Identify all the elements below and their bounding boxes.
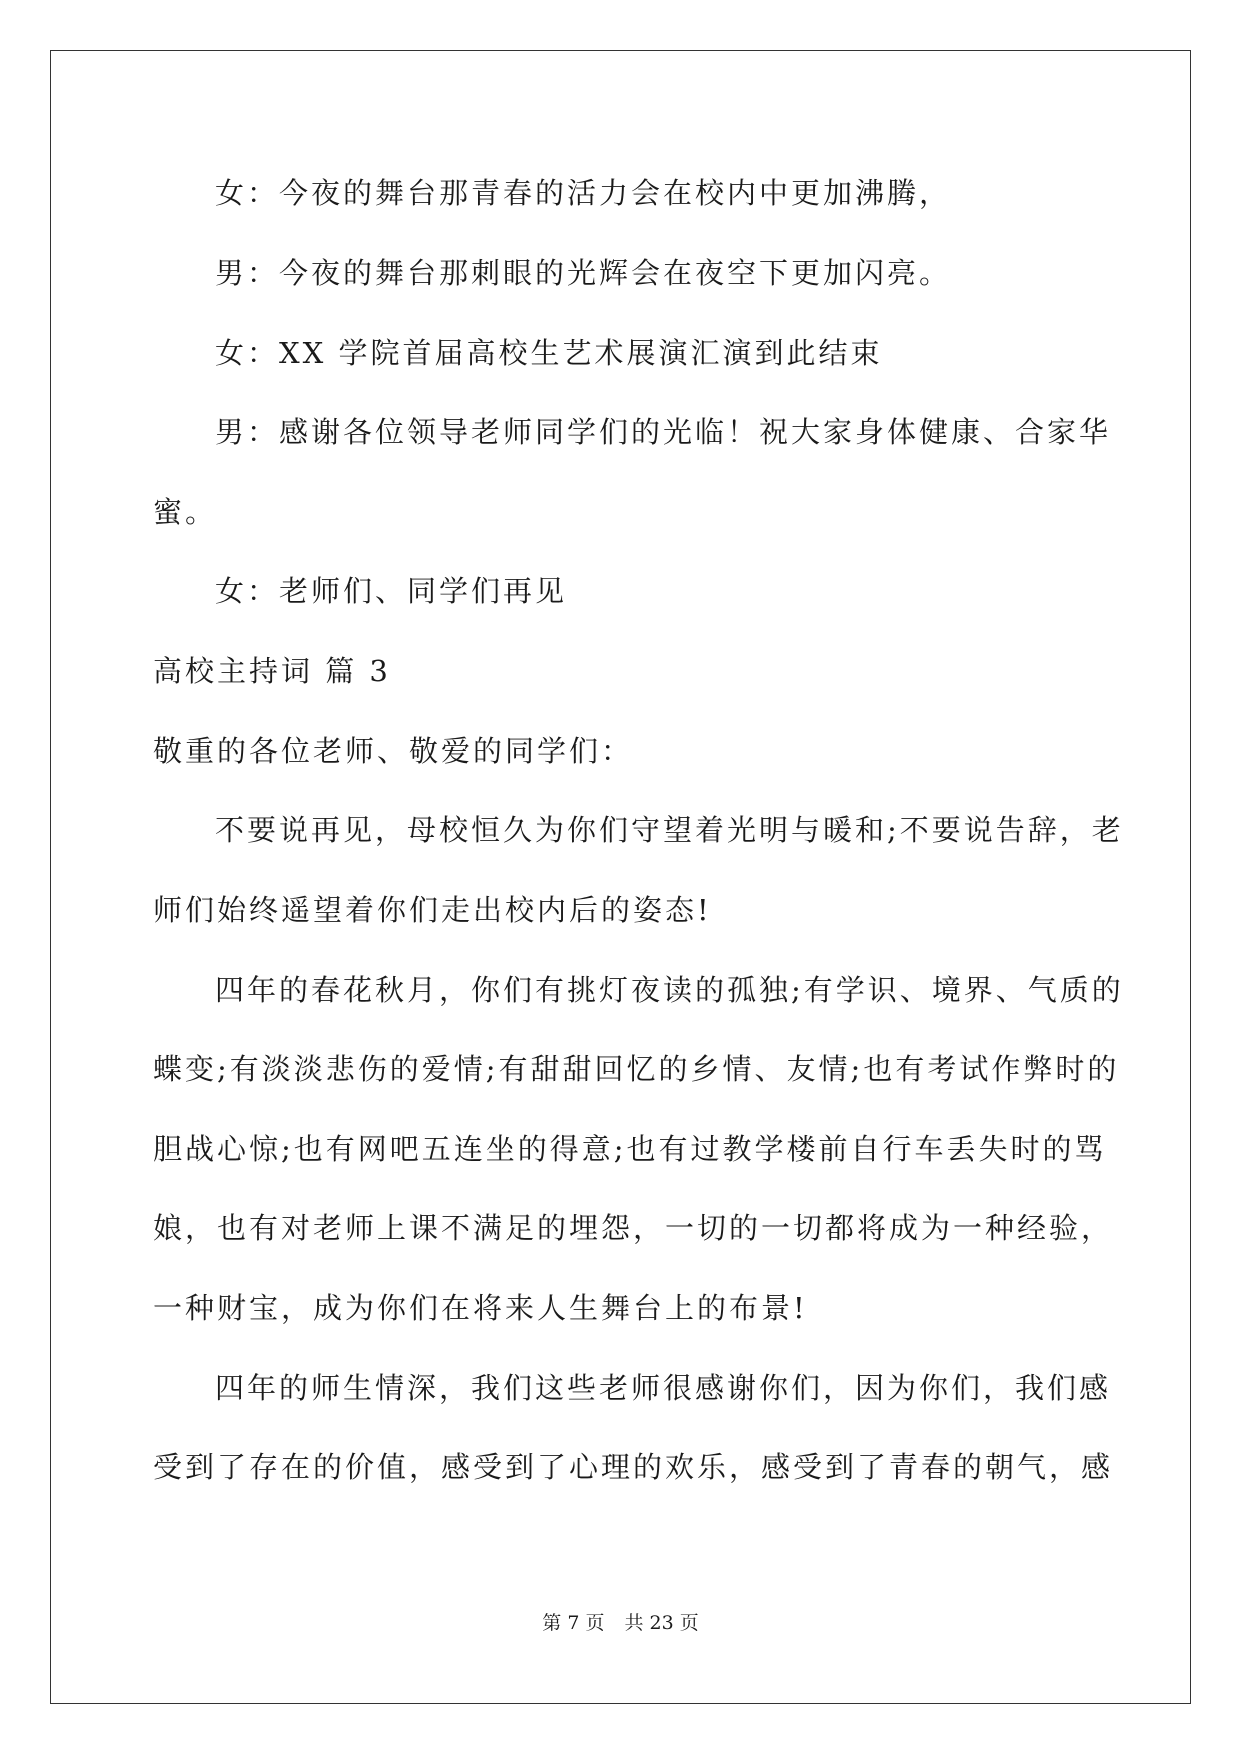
paragraph-3-line-2: 受到了存在的价值，感受到了心理的欢乐，感受到了青春的朝气，感 (153, 1450, 1114, 1484)
dialogue-line-male-2: 男：感谢各位领导老师同学们的光临！祝大家身体健康、合家华 (215, 415, 1112, 449)
section-heading: 高校主持词 篇 3 (153, 654, 391, 688)
paragraph-2-line-2: 蝶变;有淡淡悲伤的爱情;有甜甜回忆的乡情、友情;也有考试作弊时的 (153, 1052, 1120, 1086)
paragraph-2-line-3: 胆战心惊;也有网吧五连坐的得意;也有过教学楼前自行车丢失时的骂 (153, 1132, 1107, 1166)
paragraph-2-line-5: 一种财宝，成为你们在将来人生舞台上的布景! (153, 1291, 808, 1325)
page-total: 共 23 页 (624, 1612, 699, 1634)
paragraph-2-line-4: 娘，也有对老师上课不满足的埋怨，一切的一切都将成为一种经验， (153, 1211, 1114, 1245)
paragraph-3-line-1: 四年的师生情深，我们这些老师很感谢你们，因为你们，我们感 (215, 1371, 1112, 1405)
page-footer (0, 1608, 1241, 1635)
dialogue-line-female-1: 女：今夜的舞台那青春的活力会在校内中更加沸腾， (215, 176, 952, 210)
paragraph-1-line-1: 不要说再见，母校恒久为你们守望着光明与暖和;不要说告辞，老 (215, 813, 1124, 847)
page-number: 第 7 页 (542, 1612, 605, 1634)
paragraph-1-line-2: 师们始终遥望着你们走出校内后的姿态! (153, 893, 712, 927)
dialogue-line-female-3: 女：老师们、同学们再见 (215, 574, 568, 608)
dialogue-line-male-2-cont: 蜜。 (153, 495, 218, 529)
dialogue-line-female-2: 女：XX 学院首届高校生艺术展演汇演到此结束 (215, 336, 883, 370)
salutation: 敬重的各位老师、敬爱的同学们： (153, 734, 634, 768)
dialogue-line-male-1: 男：今夜的舞台那刺眼的光辉会在夜空下更加闪亮。 (215, 256, 952, 290)
paragraph-2-line-1: 四年的春花秋月，你们有挑灯夜读的孤独;有学识、境界、气质的 (215, 973, 1124, 1007)
